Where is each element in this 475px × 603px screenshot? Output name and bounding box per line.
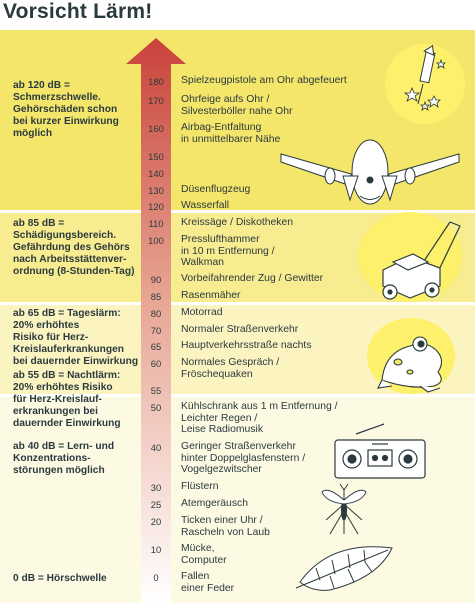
db-value: 20 [150, 516, 162, 527]
level-description: Rasenmäher [181, 290, 241, 301]
db-value: 30 [150, 482, 162, 493]
db-value: 10 [150, 544, 162, 555]
db-value: 70 [150, 325, 162, 336]
db-value: 0 [153, 572, 159, 583]
level-description: Ohrfeige aufs Ohr / Silvesterböller nahe Ohr [181, 94, 293, 117]
level-description: Presslufthammer in 10 m Entfernung / Walkman [181, 234, 275, 269]
level-description: Hauptverkehrsstraße nachts [181, 340, 312, 351]
db-value: 85 [150, 291, 162, 302]
level-description: Kreissäge / Diskotheken [181, 217, 294, 228]
db-value: 65 [150, 341, 162, 352]
level-description: Vorbeifahrender Zug / Gewitter [181, 273, 324, 284]
level-description: Normaler Straßenverkehr [181, 324, 299, 335]
db-value: 110 [148, 218, 164, 229]
level-description: Airbag-Entfaltung in unmittelbarer Nähe [181, 122, 281, 145]
level-description: Mücke, Computer [181, 543, 227, 566]
db-value: 170 [148, 95, 164, 106]
section-learning: ab 40 dB = Lern- und Konzentrations- störungen möglich [13, 441, 115, 476]
level-description: Motorrad [181, 307, 223, 318]
db-value: 180 [148, 76, 164, 87]
section-damage-range: ab 85 dB = Schädigungsbereich. Gefährdung des Gehörs nach Arbeitsstättenver- ordnung (8-Stunden-Tag) [13, 218, 135, 277]
db-value: 130 [148, 185, 164, 196]
db-value: 150 [148, 151, 164, 162]
db-value: 60 [150, 358, 162, 369]
db-value: 90 [150, 274, 162, 285]
db-value: 80 [150, 308, 162, 319]
level-description: Flüstern [181, 481, 219, 492]
db-value: 55 [150, 385, 162, 396]
db-value: 40 [150, 442, 162, 453]
level-description: Geringer Straßenverkehr hinter Doppelglasfenstern / Vogelgezwitscher [181, 441, 306, 476]
level-description: Normales Gespräch / Fröschequaken [181, 357, 280, 380]
db-value: 140 [148, 168, 164, 179]
section-pain-threshold: ab 120 dB = Schmerzschwelle. Gehörschäden schon bei kurzer Einwirkung möglich [13, 80, 119, 139]
level-description: Kühlschrank aus 1 m Entfernung / Leichter Regen / Leise Radiomusik [181, 401, 338, 436]
level-description: Fallen einer Feder [181, 571, 235, 594]
section-day-noise: ab 65 dB = Tageslärm: 20% erhöhtes Risiko für Herz- Kreislauferkrankungen bei dauernder Einwirkung [13, 308, 139, 367]
page-title: Vorsicht Lärm! [3, 0, 153, 23]
db-value: 25 [150, 499, 162, 510]
db-value: 120 [148, 201, 164, 212]
db-value: 100 [148, 235, 164, 246]
level-description: Wasserfall [181, 200, 230, 211]
db-value: 50 [150, 402, 162, 413]
level-description: Spielzeugpistole am Ohr abgefeuert [181, 75, 347, 86]
section-night-noise: ab 55 dB = Nachtlärm: 20% erhöhtes Risiko für Herz-Kreislauf- erkrankungen bei dauernder Einwirkung [13, 370, 121, 429]
db-value: 160 [148, 123, 164, 134]
level-description: Düsenflugzeug [181, 184, 251, 195]
level-description: Atemgeräusch [181, 498, 248, 509]
section-hearing-threshold: 0 dB = Hörschwelle [13, 573, 107, 584]
level-description: Ticken einer Uhr / Rascheln von Laub [181, 515, 270, 538]
